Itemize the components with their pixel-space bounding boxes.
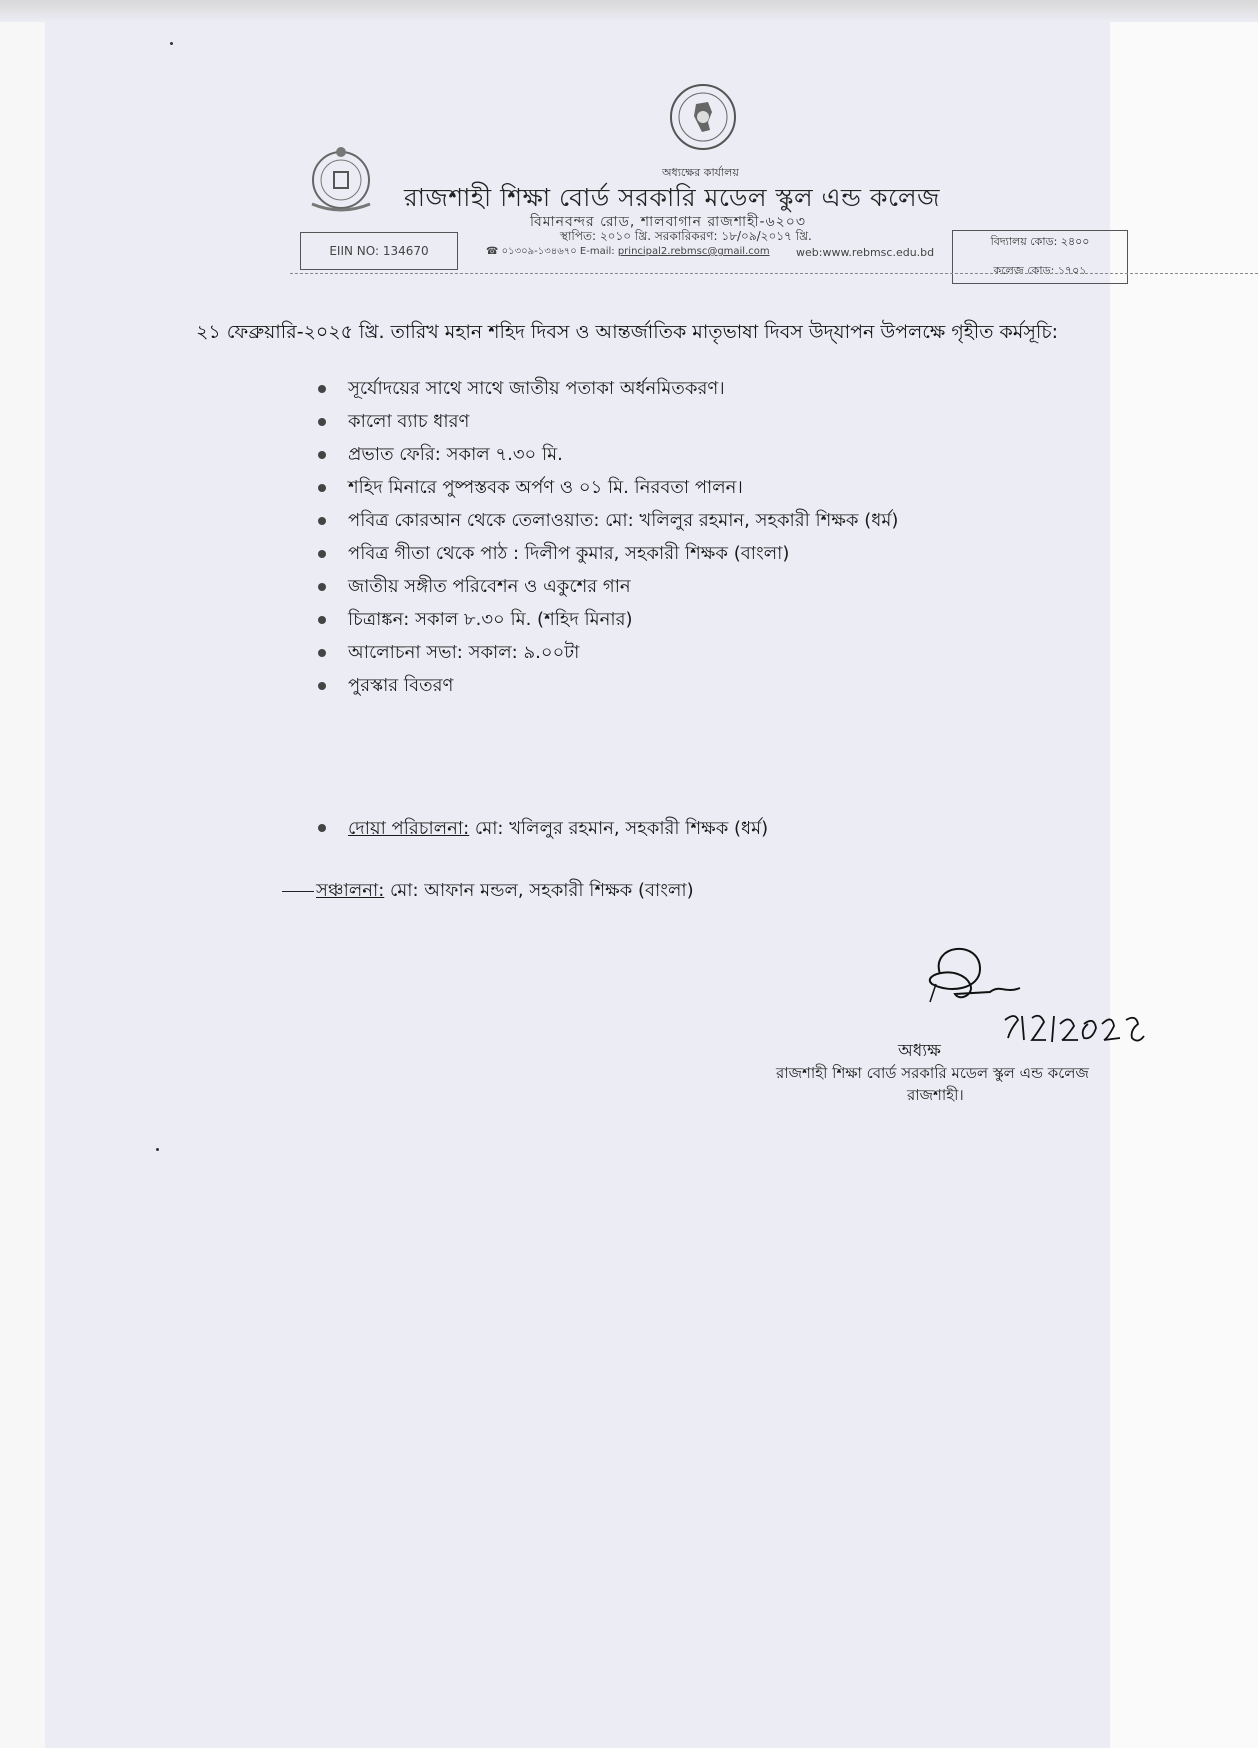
list-item-text: আলোচনা সভা: সকাল: ৯.০০টা [348,642,580,663]
list-item [318,537,1118,570]
scan-speck [156,1148,159,1151]
list-item [318,669,1118,702]
bullet-icon [318,517,326,525]
host-underline [282,891,314,892]
list-item-text: শহিদ মিনারে পুষ্পস্তবক অর্পণ ও ০১ মি. নিরবতা পালন। [348,477,743,498]
list-item [318,471,1118,504]
list-item-text: পুরস্কার বিতরণ [348,675,454,696]
website-link[interactable]: web:www.rebmsc.edu.bd [796,246,935,259]
list-item [318,504,1118,537]
scan-shade [1110,0,1258,1748]
host-label: সঞ্চালনা: [316,880,385,901]
scan-margin [0,0,45,1748]
bullet-icon [318,451,326,459]
host-line [282,876,694,907]
handwritten-date-icon [1000,1010,1150,1050]
list-item-text: পবিত্র কোরআন থেকে তেলাওয়াত: মো: খলিলুর রহমান, সহকারী শিক্ষক (ধর্ম) [348,510,899,531]
phone-number: ☎ ০১৩০৯-১৩৪৬৭০ [486,246,577,257]
bullet-icon [318,550,326,558]
eiin-number: EIIN NO: 134670 [329,244,429,258]
bullet-icon [318,682,326,690]
list-item [318,438,1118,471]
school-name: রাজশাহী শিক্ষা বোর্ড সরকারি মডেল স্কুল এন্ড কলেজ [404,183,940,212]
notice-headline: ২১ ফেব্রুয়ারি-২০২৫ খ্রি. তারিখ মহান শহিদ দিবস ও আন্তর্জাতিক মাতৃভাষা দিবস উদ্‌যাপন উপলক্ষে গৃহীত কর্মসূচি: [196,321,1058,343]
list-item-text: প্রভাত ফেরি: সকাল ৭.৩০ মি. [348,444,563,465]
signatory-school: রাজশাহী শিক্ষা বোর্ড সরকারি মডেল স্কুল এন্ড কলেজ [776,1064,1089,1082]
host-value: মো: আফান মন্ডল, সহকারী শিক্ষক (বাংলা) [384,880,694,901]
bullet-icon [318,649,326,657]
header-divider [290,273,1258,274]
government-seal-icon [668,82,738,152]
signatory-city: রাজশাহী। [907,1086,964,1104]
school-code: বিদ্যালয় কোড: ২৪০০ [990,235,1090,248]
code-box [952,230,1128,284]
bullet-icon [318,824,326,832]
list-item-text: জাতীয় সঙ্গীত পরিবেশন ও একুশের গান [348,576,631,597]
scan-top-edge [0,0,1258,22]
bullet-icon [318,418,326,426]
bullet-icon [318,385,326,393]
list-item [318,603,1118,636]
dua-label: দোয়া পরিচালনা: [348,818,470,839]
bullet-icon [318,583,326,591]
dua-line [318,814,768,845]
list-item-text: চিত্রাঙ্কন: সকাল ৮.৩০ মি. (শহিদ মিনার) [348,609,633,630]
list-item-text: পবিত্র গীতা থেকে পাঠ : দিলীপ কুমার, সহকারী শিক্ষক (বাংলা) [348,543,790,564]
scan-speck [170,42,173,45]
email-label: E-mail: [579,246,615,257]
office-label: অধ্যক্ষের কার্যালয় [662,166,739,179]
school-logo-icon [306,144,376,218]
list-item-text: সূর্যোদয়ের সাথে সাথে জাতীয় পতাকা অর্ধনমিতকরণ। [348,378,725,399]
established-date: স্থাপিত: ২০১০ খ্রি. সরকারিকরণ: ১৮/০৯/২০১৭ খ্রি. [560,229,812,243]
program-list [318,372,1118,702]
eiin-box [300,232,458,270]
dua-value: মো: খলিলুর রহমান, সহকারী শিক্ষক (ধর্ম) [469,818,769,839]
list-item [318,636,1118,669]
email-link[interactable]: principal2.rebmsc@gmail.com [617,246,770,257]
bullet-icon [318,616,326,624]
college-code: কলেজ কোড: ১৭০১ [993,264,1087,277]
handwritten-date [1000,1010,1150,1054]
signatory-title: অধ্যক্ষ [898,1041,941,1061]
list-item [318,405,1118,438]
list-item [318,570,1118,603]
list-item [318,372,1118,405]
school-address: বিমানবন্দর রোড, শালবাগান রাজশাহী-৬২০৩ [530,214,806,230]
contact-line [486,244,770,261]
list-item-text: কালো ব্যাচ ধারণ [348,411,470,432]
bullet-icon [318,484,326,492]
